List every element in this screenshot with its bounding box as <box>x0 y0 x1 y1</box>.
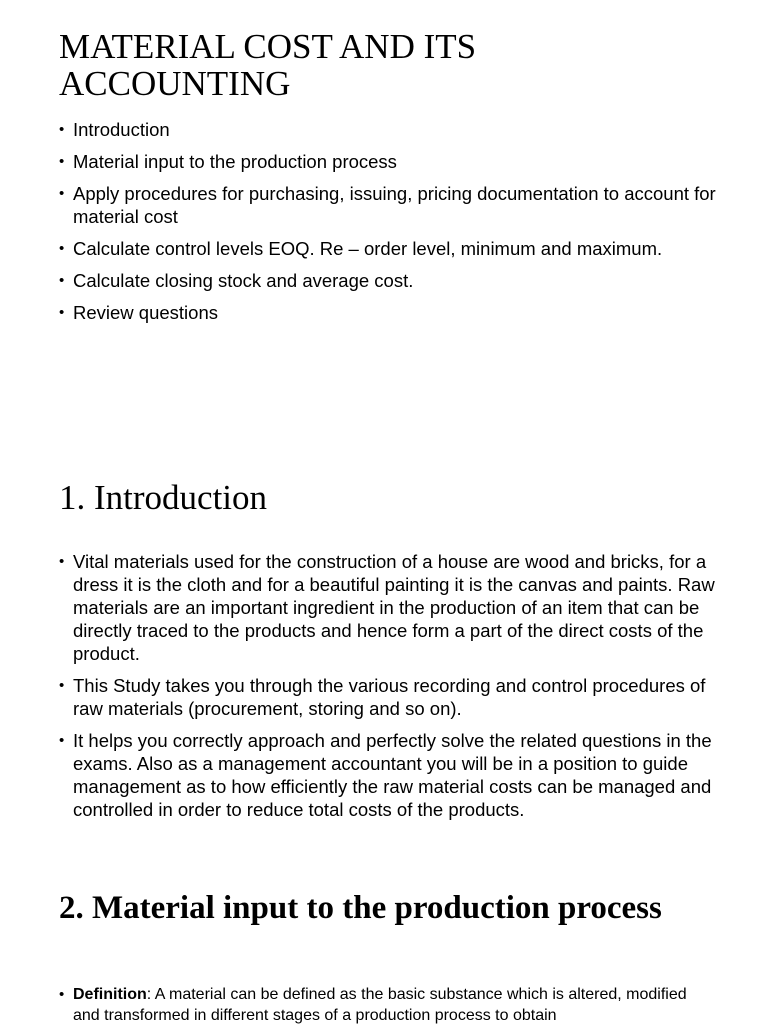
definition-term: Definition <box>73 986 147 1003</box>
list-item: • This Study takes you through the various recording and control procedures of raw materials (procurement, storing and so on). <box>59 674 734 720</box>
slide-2-list-wrap <box>59 550 734 830</box>
slide-3-list-wrap <box>59 984 708 1024</box>
slide-2 <box>59 478 728 518</box>
list-item: • Vital materials used for the construction of a house are wood and bricks, for a dress it is the cloth and for a beautiful painting it is the canvas and paints. Raw materials are an important ingredient in the production of an item that can be directly traced to the products and hence form a part of the direct costs of the product. <box>59 550 734 665</box>
list-item: • It helps you correctly approach and perfectly solve the related questions in the exams. Also as a management accountant you will be in a position to guide management as to how efficiently the raw material costs can be managed and controlled in order to reduce total costs of the products. <box>59 729 734 821</box>
slide-3-title: 2. Material input to the production process <box>59 890 662 926</box>
slide-1-title-line-1: MATERIAL COST AND ITS <box>59 27 477 66</box>
slide-1 <box>59 28 728 102</box>
list-item: • Introduction <box>59 118 728 141</box>
slide-2-bullet-list <box>59 550 734 821</box>
slide-1-bullet-list <box>59 118 728 324</box>
slide-3-bullet-list <box>59 984 708 1024</box>
slide-2-title: 1. Introduction <box>59 478 268 517</box>
definition-item <box>59 984 708 1024</box>
list-item: • Calculate closing stock and average cost. <box>59 269 728 292</box>
list-item: • Material input to the production process <box>59 150 728 173</box>
list-item: • Apply procedures for purchasing, issuing, pricing documentation to account for material cost <box>59 182 728 228</box>
slide-1-title <box>59 28 728 102</box>
list-item: • Calculate control levels EOQ. Re – order level, minimum and maximum. <box>59 237 728 260</box>
list-item: • Review questions <box>59 301 728 324</box>
slide-1-list-wrap <box>59 118 728 333</box>
slide-1-title-line-2: ACCOUNTING <box>59 64 291 103</box>
definition-text: : A material can be defined as the basic substance which is altered, modified and transformed in different stages of a production process to obtain <box>73 986 687 1024</box>
slide-3 <box>59 888 748 928</box>
